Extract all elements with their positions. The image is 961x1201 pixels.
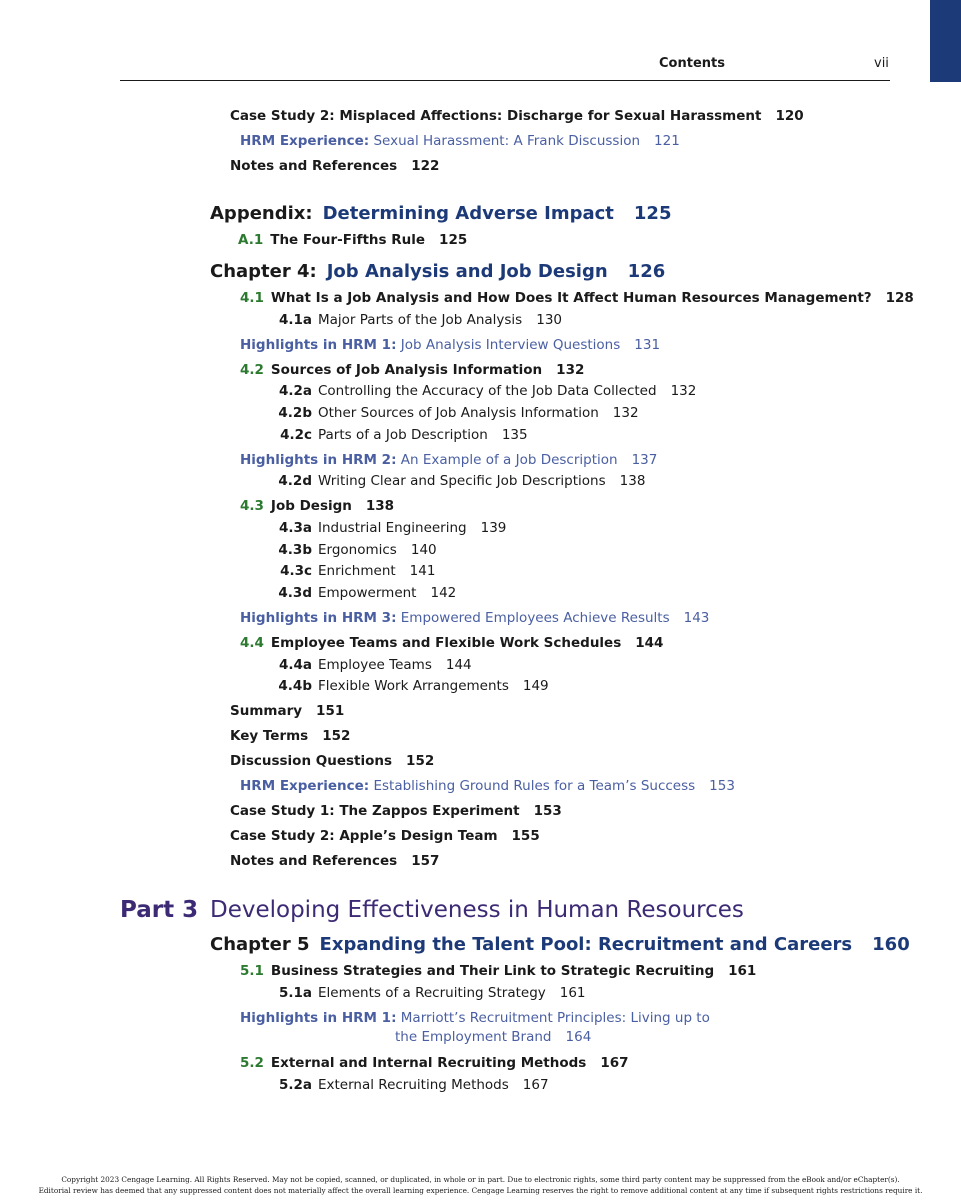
entry-section-number: 5.2a	[278, 1077, 312, 1093]
entry-page-number: 132	[556, 362, 585, 378]
entry-page-number: 138	[365, 498, 395, 514]
toc-entry-part[interactable]	[120, 896, 744, 924]
entry-title: Establishing Ground Rules for a Team’s Success	[373, 778, 696, 794]
entry-title: Parts of a Job Description	[318, 427, 488, 443]
entry-page-number: 144	[635, 635, 664, 651]
entry-section-number: 4.3d	[278, 585, 312, 601]
entry-section-number: 4.3	[240, 498, 264, 514]
entry-section-number: 5.1a	[278, 985, 312, 1001]
entry-title: Empowered Employees Achieve Results	[400, 610, 670, 626]
entry-title: Sexual Harassment: A Frank Discussion	[373, 133, 641, 149]
toc-entry-bold[interactable]	[230, 753, 434, 769]
entry-section-number: 4.2c	[280, 427, 312, 443]
entry-title: Discussion Questions	[230, 753, 393, 769]
entry-page-number: 132	[612, 405, 639, 421]
entry-page-number: 153	[709, 778, 735, 794]
entry-page-number: 139	[480, 520, 507, 536]
header-rule	[120, 80, 890, 81]
toc-entry-bold[interactable]	[230, 828, 540, 844]
chap-label: Appendix:	[210, 203, 313, 224]
entry-title: Case Study 2: Apple’s Design Team	[230, 828, 498, 844]
entry-page-number: 167	[600, 1055, 629, 1071]
entry-page-number: 138	[619, 473, 646, 489]
chap-title: Expanding the Talent Pool: Recruitment and Careers	[319, 934, 853, 955]
entry-page-number: 122	[411, 158, 440, 174]
entry-title: The Four-Fifths Rule	[270, 232, 426, 248]
toc-entry-sec[interactable]	[240, 963, 756, 979]
part-label: Part 3	[120, 897, 199, 923]
toc-entry-bold[interactable]	[230, 728, 350, 744]
copyright-line-2: Editorial review has deemed that any suppressed content does not materially affect the overall learning experience. Cengage Learning reserves the right to remove additional content at any time if subsequent rights restrictions require it.	[38, 1186, 923, 1195]
entry-page-number: 135	[501, 427, 528, 443]
toc-entry-bold[interactable]	[230, 853, 439, 869]
toc-entry-hl[interactable]	[240, 452, 657, 468]
entry-page-number: 151	[316, 703, 345, 719]
entry-section-number: 4.2b	[278, 405, 312, 421]
toc-entry-bold[interactable]	[230, 703, 344, 719]
entry-title: Controlling the Accuracy of the Job Data Collected	[318, 383, 657, 399]
toc-entry-sub[interactable]	[274, 985, 586, 1001]
entry-section-number: 4.2	[240, 362, 264, 378]
entry-section-number: 5.2	[240, 1055, 264, 1071]
entry-page-number: 121	[654, 133, 680, 149]
page-number: vii	[874, 56, 889, 71]
entry-title: Business Strategies and Their Link to Strategic Recruiting	[270, 963, 715, 979]
entry-title: Empowerment	[318, 585, 417, 601]
toc-entry-sec[interactable]	[240, 1055, 629, 1071]
entry-title: Summary	[230, 703, 303, 719]
toc-entry-bold[interactable]	[230, 803, 562, 819]
toc-entry-hl[interactable]	[240, 337, 660, 353]
part-title: Developing Effectiveness in Human Resources	[210, 897, 744, 923]
entry-page-number: 152	[322, 728, 351, 744]
toc-entry-sub[interactable]	[274, 1077, 549, 1093]
chap-label: Chapter 4:	[210, 261, 317, 282]
toc-entry-sub[interactable]	[274, 312, 562, 328]
entry-title: Ergonomics	[318, 542, 397, 558]
running-header-title: Contents	[659, 56, 725, 71]
toc-entry-sub[interactable]	[274, 678, 549, 694]
toc-entry-sec[interactable]	[240, 290, 914, 306]
entry-page-number: 144	[445, 657, 472, 673]
entry-title: Major Parts of the Job Analysis	[318, 312, 523, 328]
toc-entry-chap[interactable]	[210, 261, 665, 283]
entry-title: Marriott’s Recruitment Principles: Living up to	[400, 1010, 710, 1026]
chapter-tab-marker	[930, 0, 961, 82]
entry-title: Job Analysis Interview Questions	[400, 337, 621, 353]
entry-section-number: 4.3a	[278, 520, 312, 536]
entry-page-number: 164	[565, 1029, 592, 1045]
entry-title: Case Study 2: Misplaced Affections: Discharge for Sexual Harassment	[230, 108, 762, 124]
entry-section-number: 4.4b	[278, 678, 312, 694]
entry-section-number: 4.3c	[280, 563, 312, 579]
entry-page-number: 142	[430, 585, 457, 601]
entry-section-number: 4.1	[240, 290, 264, 306]
entry-section-number: 4.2a	[278, 383, 312, 399]
toc-entry-chap[interactable]	[210, 934, 910, 956]
toc-entry-sub[interactable]	[274, 585, 456, 601]
entry-page-number: 143	[683, 610, 710, 626]
entry-page-number: 120	[775, 108, 804, 124]
entry-page-number: 125	[439, 232, 468, 248]
entry-page-number: 152	[406, 753, 435, 769]
toc-entry-sub[interactable]	[274, 427, 528, 443]
toc-entry-bold[interactable]	[230, 108, 804, 124]
entry-page-number: 141	[409, 563, 436, 579]
toc-entry-sub[interactable]	[274, 542, 437, 558]
entry-page-number: 140	[410, 542, 437, 558]
entry-feature-label: HRM Experience:	[240, 133, 370, 149]
entry-title: What Is a Job Analysis and How Does It Affect Human Resources Management?	[270, 290, 872, 306]
chap-title: Job Analysis and Job Design	[326, 261, 608, 282]
entry-feature-label: Highlights in HRM 3:	[240, 610, 397, 626]
entry-title: Industrial Engineering	[318, 520, 467, 536]
entry-section-number: 4.4	[240, 635, 264, 651]
entry-title: External and Internal Recruiting Methods	[270, 1055, 587, 1071]
entry-section-number: 4.1a	[278, 312, 312, 328]
toc-entry-sec[interactable]	[240, 362, 584, 378]
entry-page-number: 131	[634, 337, 661, 353]
entry-feature-label: Highlights in HRM 1:	[240, 337, 397, 353]
toc-entry-chap[interactable]	[210, 203, 671, 225]
toc-entry-sec[interactable]	[238, 232, 467, 248]
toc-entry-sub[interactable]	[274, 657, 472, 673]
entry-feature-label: Highlights in HRM 1:	[240, 1010, 397, 1026]
entry-section-number: 4.4a	[278, 657, 312, 673]
entry-page-number: 130	[536, 312, 563, 328]
entry-page-number: 160	[872, 934, 910, 955]
entry-section-number: A.1	[238, 232, 264, 248]
entry-title: Sources of Job Analysis Information	[270, 362, 543, 378]
entry-section-number: 4.3b	[278, 542, 312, 558]
entry-title: Job Design	[270, 498, 352, 514]
toc-entry-sub[interactable]	[274, 383, 696, 399]
entry-page-number: 167	[522, 1077, 549, 1093]
entry-title: Case Study 1: The Zappos Experiment	[230, 803, 520, 819]
entry-title: Notes and References	[230, 158, 398, 174]
entry-page-number: 149	[522, 678, 549, 694]
entry-section-number: 4.2d	[278, 473, 312, 489]
entry-title: Enrichment	[318, 563, 396, 579]
entry-page-number: 161	[559, 985, 586, 1001]
entry-title: An Example of a Job Description	[400, 452, 618, 468]
entry-page-number: 153	[533, 803, 562, 819]
entry-title: Notes and References	[230, 853, 398, 869]
entry-title: Employee Teams and Flexible Work Schedules	[270, 635, 622, 651]
entry-page-number: 126	[627, 261, 666, 282]
toc-entry-sub[interactable]	[274, 520, 506, 536]
toc-entry-sub[interactable]	[274, 405, 639, 421]
toc-entry-hl[interactable]	[240, 610, 709, 626]
entry-page-number: 132	[670, 383, 697, 399]
entry-title: the Employment Brand	[395, 1029, 552, 1045]
entry-page-number: 155	[511, 828, 540, 844]
entry-feature-label: Highlights in HRM 2:	[240, 452, 397, 468]
entry-title: External Recruiting Methods	[318, 1077, 509, 1093]
entry-page-number: 128	[885, 290, 914, 306]
entry-section-number: 5.1	[240, 963, 264, 979]
entry-title: Elements of a Recruiting Strategy	[318, 985, 546, 1001]
toc-entry-sub[interactable]	[274, 473, 645, 489]
toc-entry-bold[interactable]	[230, 158, 439, 174]
toc-entry-hl[interactable]	[240, 778, 735, 794]
entry-title: Writing Clear and Specific Job Descriptions	[318, 473, 606, 489]
chap-label: Chapter 5	[210, 934, 310, 955]
entry-page-number: 137	[631, 452, 658, 468]
entry-page-number: 125	[633, 203, 672, 224]
toc-entry-sec[interactable]	[240, 498, 394, 514]
toc-entry-sec[interactable]	[240, 635, 663, 651]
toc-entry-hl[interactable]	[240, 1010, 710, 1026]
entry-title: Employee Teams	[318, 657, 432, 673]
entry-title: Key Terms	[230, 728, 309, 744]
toc-entry-sub[interactable]	[274, 563, 435, 579]
chap-title: Determining Adverse Impact	[322, 203, 614, 224]
entry-title: Flexible Work Arrangements	[318, 678, 509, 694]
toc-entry-continuation[interactable]	[395, 1029, 591, 1045]
copyright-line-1: Copyright 2023 Cengage Learning. All Rights Reserved. May not be copied, scanned, or duplicated, in whole or in part. Due to electronic rights, some third party content may be suppressed from the eBook and/or eChapter(s).	[61, 1175, 900, 1184]
entry-page-number: 161	[728, 963, 757, 979]
toc-entry-hl[interactable]	[240, 133, 680, 149]
entry-title: Other Sources of Job Analysis Information	[318, 405, 599, 421]
entry-page-number: 157	[411, 853, 440, 869]
entry-feature-label: HRM Experience:	[240, 778, 370, 794]
